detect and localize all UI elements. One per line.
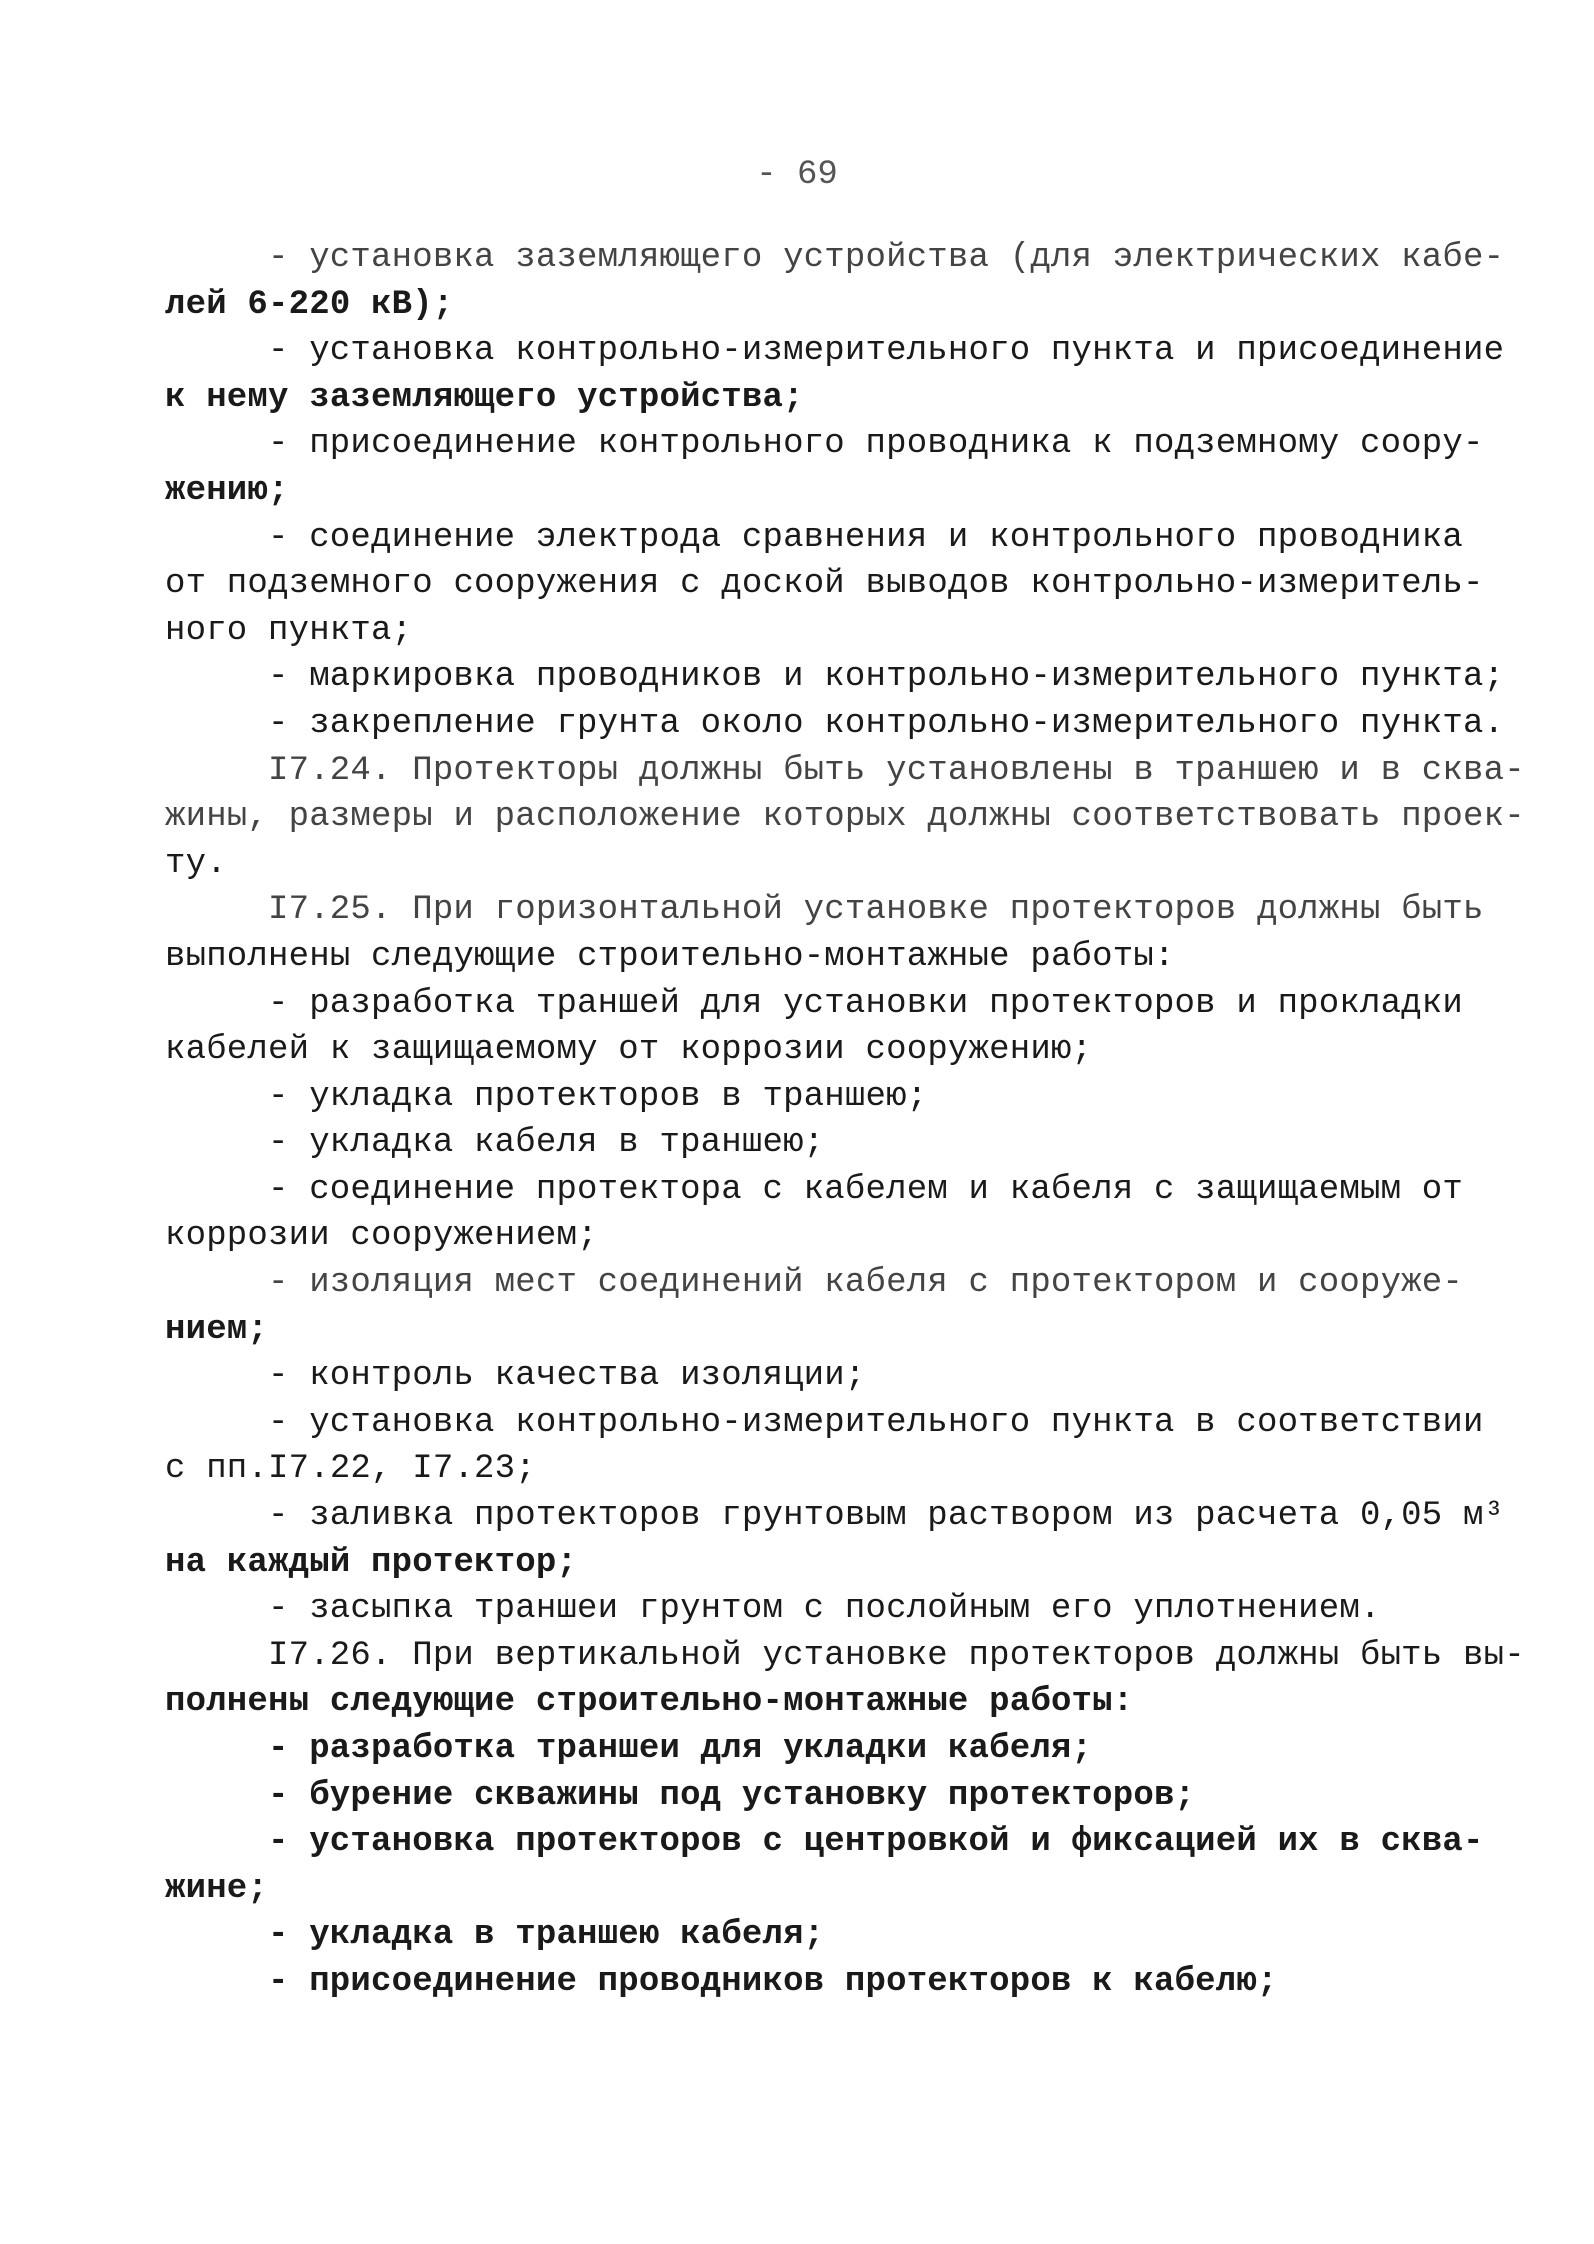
text-line: - соединение электрода сравнения и контрольного проводника	[268, 518, 1463, 557]
page-number: - 69	[756, 156, 838, 194]
text-line: ного пункта;	[165, 611, 413, 650]
text-line: - засыпка траншеи грунтом с послойным его уплотнением.	[268, 1590, 1381, 1629]
text-line: - установка протекторов с центровкой и фиксацией их в сква-	[268, 1823, 1484, 1862]
text-line: - соединение протектора с кабелем и кабеля с защищаемым от	[268, 1170, 1463, 1209]
text-line: - разработка траншей для установки протекторов и прокладки	[268, 984, 1463, 1023]
text-line: коррозии сооружением;	[165, 1217, 598, 1256]
text-line: - укладка в траншею кабеля;	[268, 1916, 825, 1955]
text-line: - установка заземляющего устройства (для электрических кабе-	[268, 239, 1505, 277]
text-line: полнены следующие строительно-монтажные работы:	[165, 1683, 1134, 1722]
text-line: - присоединение проводников протекторов к кабелю;	[268, 1962, 1278, 2001]
text-line: ту.	[165, 844, 227, 883]
text-line: - установка контрольно-измерительного пункта в соответствии	[268, 1403, 1484, 1442]
text-line: - укладка протекторов в траншею;	[268, 1077, 928, 1116]
text-line: на каждый протектор;	[165, 1543, 578, 1582]
text-line: - укладка кабеля в траншею;	[268, 1124, 825, 1163]
text-line: - разработка траншеи для укладки кабеля;	[268, 1730, 1093, 1768]
text-line: - установка контрольно-измерительного пункта и присоединение	[268, 332, 1505, 371]
text-line: I7.25. При горизонтальной установке протекторов должны быть	[268, 891, 1484, 930]
text-line: жины, размеры и расположение которых должны соответствовать проек-	[165, 798, 1525, 837]
text-line: - контроль качества изоляции;	[268, 1357, 866, 1396]
text-line: жению;	[165, 471, 289, 510]
body-text	[165, 235, 1525, 2006]
text-line: - закрепление грунта около контрольно-измерительного пункта.	[268, 704, 1505, 743]
text-line: - присоединение контрольного проводника к подземному соору-	[268, 425, 1484, 464]
text-line: с пп.I7.22, I7.23;	[165, 1450, 536, 1489]
text-line: жине;	[165, 1869, 269, 1908]
text-line: от подземного сооружения с доской выводов контрольно-измеритель-	[165, 565, 1484, 604]
text-line: I7.24. Протекторы должны быть установлены в траншею и в сква-	[268, 751, 1525, 790]
text-line: к нему заземляющего устройства;	[165, 378, 804, 417]
text-line: кабелей к защищаемому от коррозии сооружению;	[165, 1031, 1093, 1070]
text-line: I7.26. При вертикальной установке протекторов должны быть вы-	[268, 1636, 1525, 1675]
text-line: - бурение скважины под установку протекторов;	[268, 1776, 1196, 1815]
text-line: - изоляция мест соединений кабеля с протектором и сооруже-	[268, 1264, 1463, 1303]
text-line: нием;	[165, 1310, 269, 1349]
text-line: - заливка протекторов грунтовым раствором из расчета 0,05 м³	[268, 1497, 1505, 1536]
text-line: лей 6-220 кВ);	[165, 285, 454, 324]
text-line: выполнены следующие строительно-монтажные работы:	[165, 937, 1175, 976]
text-line: - маркировка проводников и контрольно-измерительного пункта;	[268, 658, 1505, 697]
